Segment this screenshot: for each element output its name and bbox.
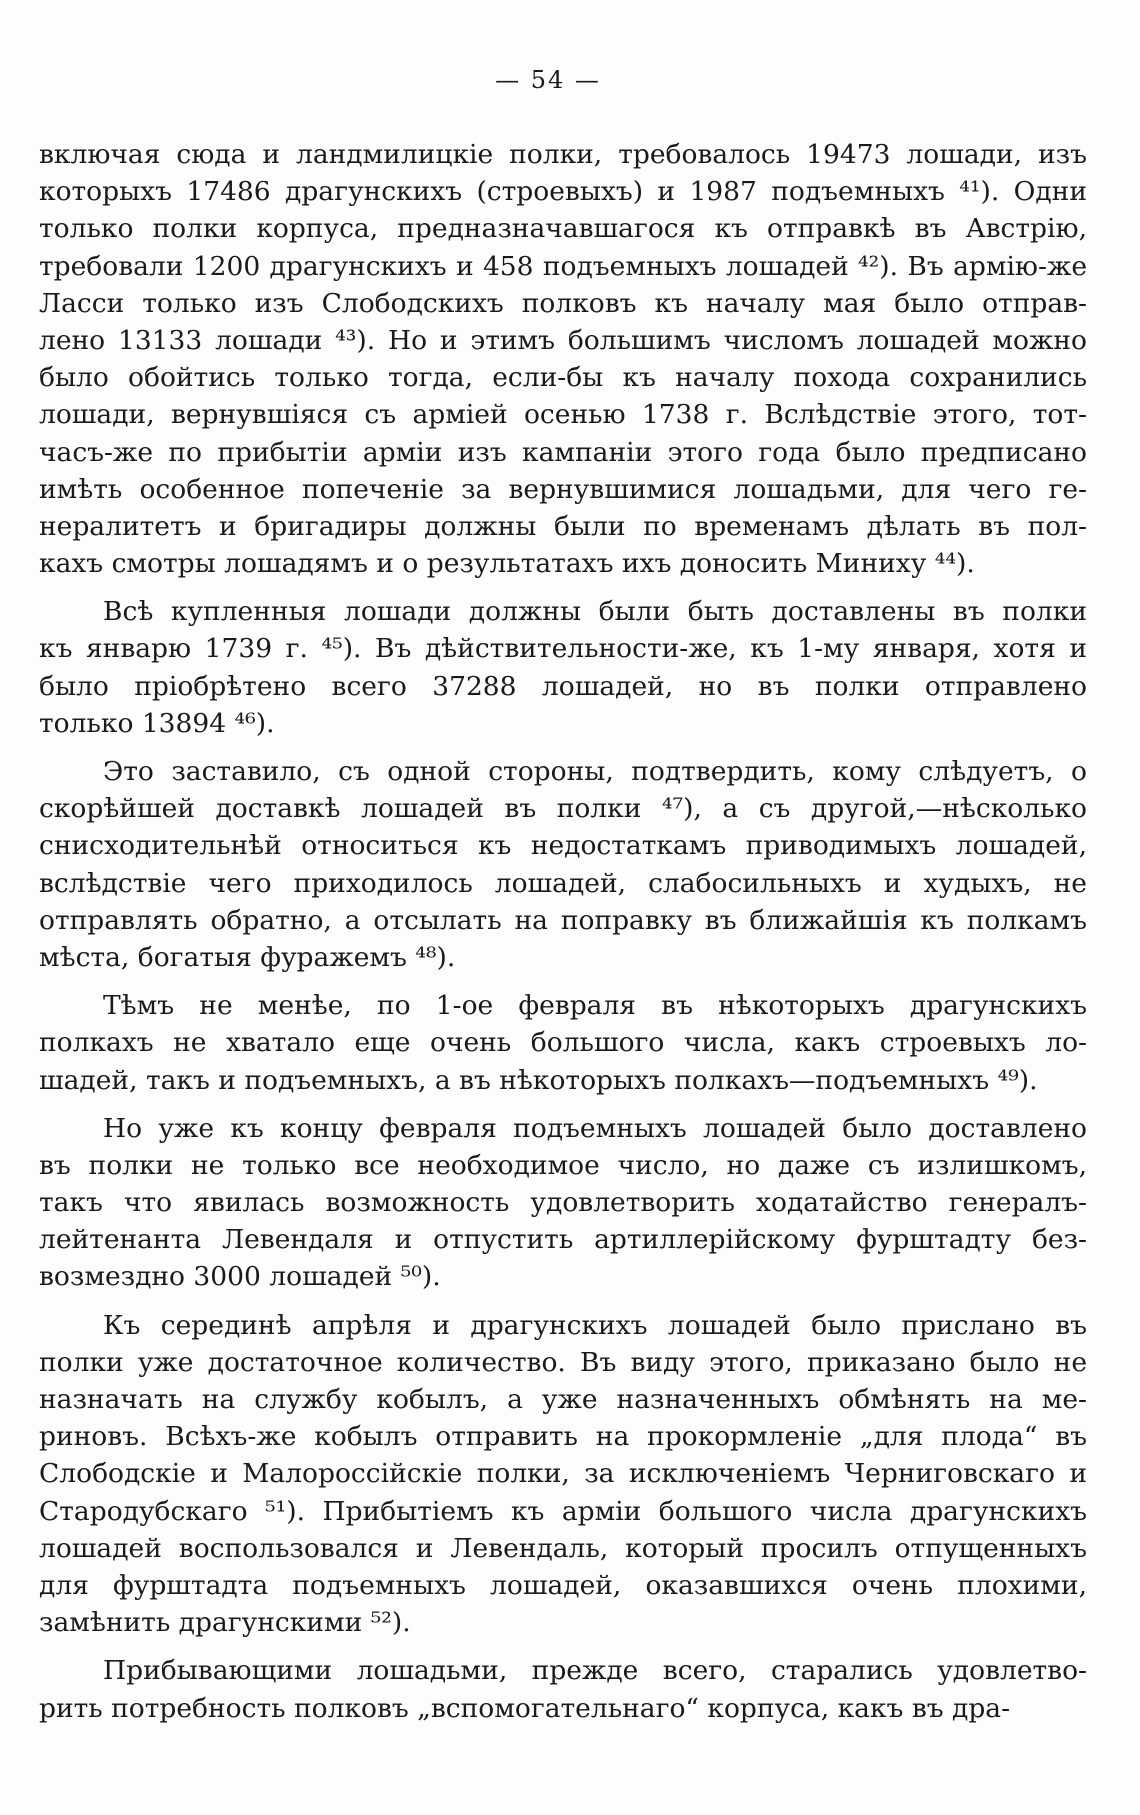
text-line: шадей, такъ и подъемныхъ, а въ нѣкоторыхъ полкахъ—подъемныхъ ⁴⁹). <box>39 1064 1038 1096</box>
text-line: въ полки не только все необходимое число, но даже съ излишкомъ, <box>39 1149 1087 1181</box>
paragraph <box>39 593 1087 742</box>
text-line: Всѣ купленныя лошади должны были быть доставлены въ полки <box>103 596 1087 628</box>
text-line: лейтенанта Левендаля и отпустить артиллерійскому фурштадту без- <box>39 1224 1087 1256</box>
paragraph <box>39 1652 1087 1726</box>
text-line: риновъ. Всѣхъ-же кобылъ отправить на прокормленіе „для плода“ въ <box>39 1421 1087 1453</box>
text-line: назначать на службу кобылъ, а уже назначенныхъ обмѣнять на ме- <box>39 1384 1087 1415</box>
text-line: отправлять обратно, а отсылать на поправку въ ближайшія къ полкамъ <box>39 904 1087 936</box>
text-line: было обойтись только тогда, если-бы къ началу похода сохранились <box>39 362 1087 394</box>
text-line: часъ-же по прибытіи арміи изъ кампаніи этого года было предписано <box>39 436 1087 468</box>
text-line: Ласси только изъ Слободскихъ полковъ къ началу мая было отправ- <box>39 287 1087 319</box>
text-line: Но уже къ концу февраля подъемныхъ лошадей было доставлено <box>103 1112 1087 1144</box>
text-line: къ январю 1739 г. ⁴⁵). Въ дѣйствительности-же, къ 1-му января, хотя и <box>39 633 1087 665</box>
text-line: рить потребность полковъ „вспомогательнаго“ корпуса, какъ въ дра- <box>39 1692 1011 1724</box>
text-line: мѣста, богатыя фуражемъ ⁴⁸). <box>39 941 456 973</box>
text-line: Къ серединѣ апрѣля и драгунскихъ лошадей было прислано въ <box>103 1309 1087 1341</box>
paragraph <box>39 1110 1087 1296</box>
text-line: возмездно 3000 лошадей ⁵⁰). <box>39 1261 441 1293</box>
text-line: включая сюда и ландмилицкіе полки, требовалось 19473 лошади, изъ <box>39 139 1087 170</box>
text-line: было пріобрѣтено всего 37288 лошадей, но въ полки отправлено <box>39 670 1087 702</box>
text-line: лено 13133 лошади ⁴³). Но и этимъ большимъ числомъ лошадей можно <box>39 324 1087 356</box>
text-line: скорѣйшей доставкѣ лошадей въ полки ⁴⁷), а съ другой,—нѣсколько <box>39 793 1087 825</box>
body-text <box>39 136 1087 1738</box>
page-number: — 54 — <box>495 66 601 94</box>
text-line: снисходительнѣй относиться къ недостаткамъ приводимыхъ лошадей, <box>39 830 1087 862</box>
text-line: полкахъ не хватало еще очень большого числа, какъ строевыхъ ло- <box>39 1027 1087 1059</box>
text-line: только полки корпуса, предназначавшагося къ отправкѣ въ Австрію, <box>39 213 1087 245</box>
paragraph <box>39 753 1087 976</box>
text-line: Прибывающими лошадьми, прежде всего, старались удовлетво- <box>103 1655 1087 1687</box>
text-line: вслѣдствіе чего приходилось лошадей, слабосильныхъ и худыхъ, не <box>39 867 1087 899</box>
text-line: кахъ смотры лошадямъ и о результатахъ ихъ доносить Миниху ⁴⁴). <box>39 548 975 580</box>
text-line: замѣнить драгунскими ⁵²). <box>39 1607 411 1639</box>
text-line: такъ что явилась возможность удовлетворить ходатайство генералъ- <box>39 1187 1087 1219</box>
text-line: Слободскіе и Малороссійскіе полки, за исключеніемъ Черниговскаго и <box>39 1458 1087 1490</box>
text-line: лошади, вернувшіяся съ арміей осенью 1738 г. Вслѣдствіе этого, тот- <box>39 399 1087 431</box>
text-line: требовали 1200 драгунскихъ и 458 подъемныхъ лошадей ⁴²). Въ армію-же <box>39 250 1087 282</box>
text-line: Это заставило, съ одной стороны, подтвердить, кому слѣдуетъ, о <box>103 756 1087 787</box>
text-line: лошадей воспользовался и Левендаль, который просилъ отпущенныхъ <box>39 1532 1087 1564</box>
text-line: нералитетъ и бригадиры должны были по временамъ дѣлать въ пол- <box>39 510 1087 542</box>
text-line: имѣть особенное попеченіе за вернувшимися лошадьми, для чего ге- <box>39 473 1087 505</box>
text-line: только 13894 ⁴⁶). <box>39 707 275 739</box>
paragraph <box>39 987 1087 1099</box>
paragraph <box>39 136 1087 582</box>
text-line: для фурштадта подъемныхъ лошадей, оказавшихся очень плохими, <box>39 1569 1087 1601</box>
text-line: полки уже достаточное количество. Въ виду этого, приказано было не <box>39 1346 1087 1378</box>
text-line: Стародубскаго ⁵¹). Прибытіемъ къ арміи большого числа драгунскихъ <box>39 1495 1087 1527</box>
text-line: которыхъ 17486 драгунскихъ (строевыхъ) и 1987 подъемныхъ ⁴¹). Одни <box>39 176 1087 208</box>
paragraph <box>39 1307 1087 1642</box>
text-line: Тѣмъ не менѣе, по 1-ое февраля въ нѣкоторыхъ драгунскихъ <box>103 990 1087 1022</box>
